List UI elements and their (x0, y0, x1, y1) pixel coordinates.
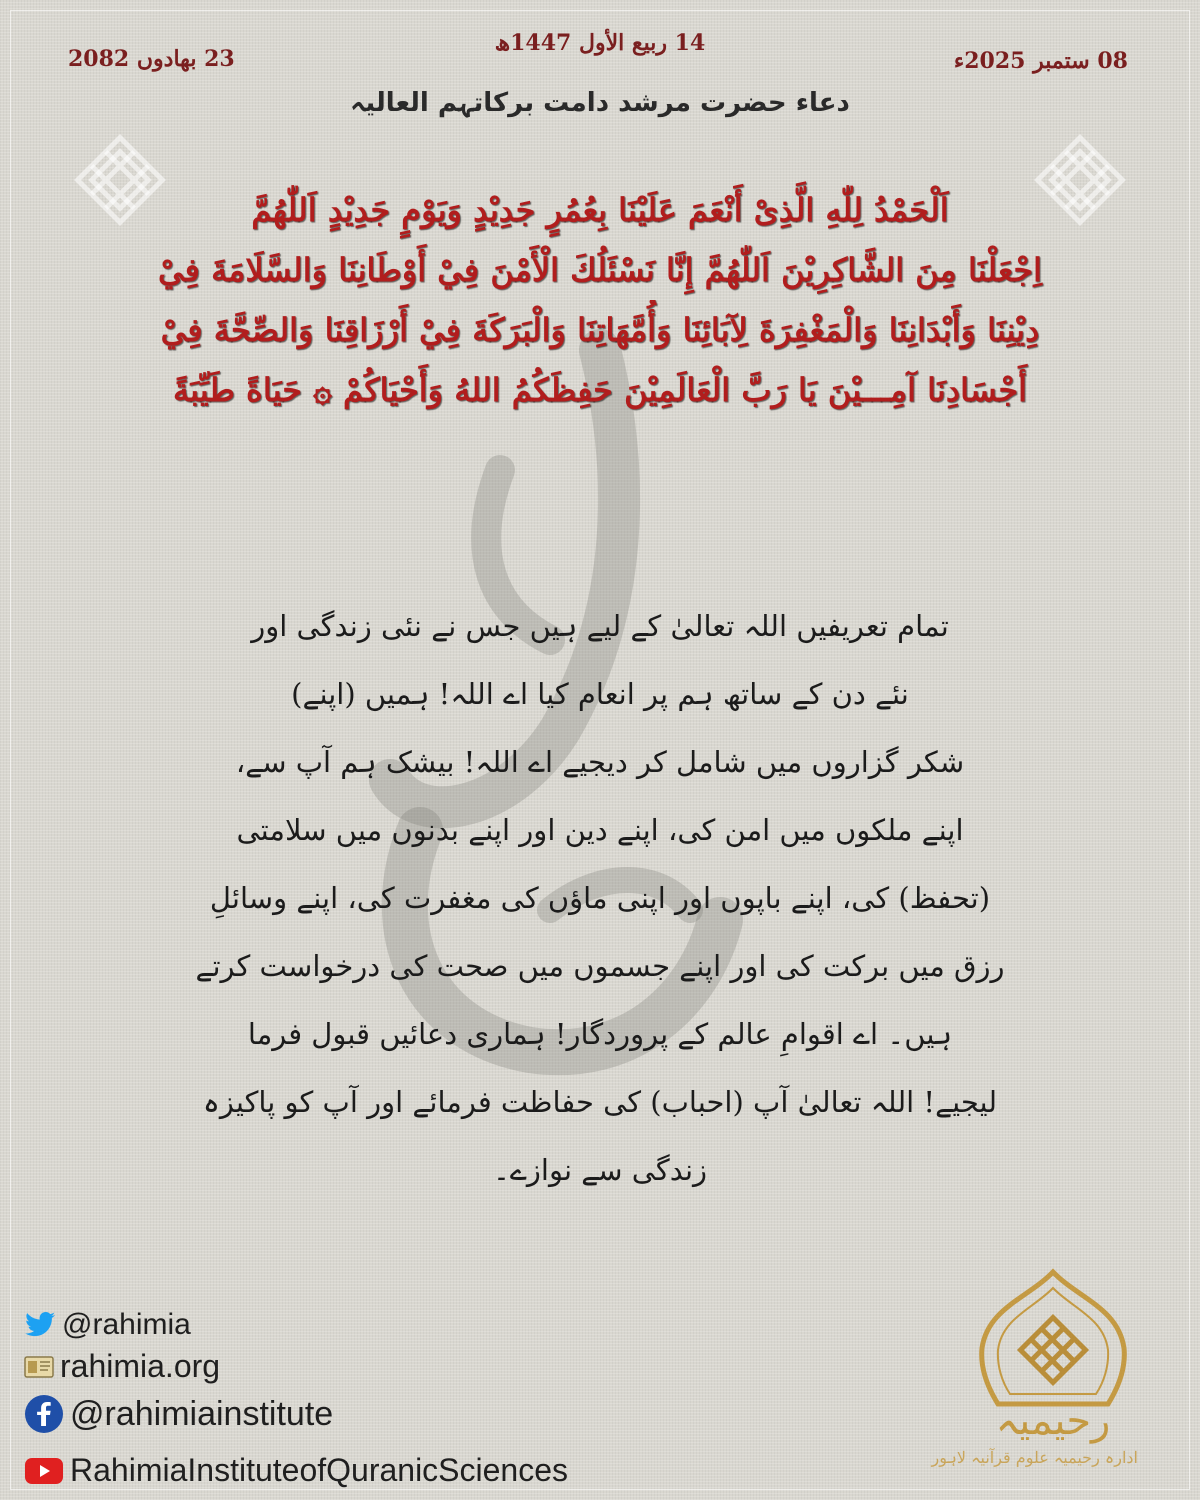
urdu-line: (تحفظ) کی، اپنے باپوں اور اپنی ماؤں کی مغفرت کی، اپنے وسائلِ (209, 881, 991, 915)
website-url: rahimia.org (60, 1348, 221, 1384)
arabic-dua (95, 180, 1105, 420)
twitter-icon (24, 1311, 56, 1339)
arabic-line: اِجْعَلْنَا مِنَ الشَّاكِرِيْنَ اَللّٰهُمَّ إِنَّا نَسْئَلُكَ الْأَمْنَ فِيْ أَوْطَانِنَا وَالسَّلَامَةَ فِيْ (157, 251, 1043, 289)
youtube-icon (24, 1457, 64, 1485)
facebook-icon (24, 1394, 64, 1434)
website-icon (24, 1356, 54, 1378)
bikrami-date: 23 بھادوں 2082 (68, 46, 235, 72)
urdu-line: شکر گزاروں میں شامل کر دیجیے اے اللہ! بیشک ہم آپ سے، (235, 745, 965, 779)
website-link[interactable] (24, 1348, 220, 1385)
urdu-line: لیجیے! اللہ تعالیٰ آپ (احباب) کی حفاظت فرمائے اور آپ کو پاکیزہ (202, 1085, 998, 1119)
urdu-line: تمام تعریفیں اللہ تعالیٰ کے لیے ہیں جس نے نئی زندگی اور (251, 609, 949, 643)
urdu-line: زندگی سے نوازے۔ (492, 1153, 708, 1187)
urdu-line: نئے دن کے ساتھ ہم پر انعام کیا اے اللہ! ہمیں (اپنے) (291, 677, 909, 711)
facebook-link[interactable] (24, 1394, 333, 1434)
urdu-line: اپنے ملکوں میں امن کی، اپنے دین اور اپنے بدنوں میں سلامتی (236, 813, 964, 847)
twitter-handle: @rahimia (62, 1308, 191, 1341)
urdu-line: ہیں۔ اے اقوامِ عالم کے پروردگار! ہماری دعائیں قبول فرما (247, 1017, 953, 1051)
hijri-date: 14 ربیع الأول 1447ھ (494, 30, 706, 56)
logo-name: رحیمیہ (995, 1398, 1111, 1444)
youtube-channel: RahimiaInstituteofQuranicSciences (70, 1452, 569, 1488)
arabic-line: دِيْنِنَا وَأَبْدَانِنَا وَالْمَغْفِرَةَ لِآبَائِنَا وَأُمَّهَاتِنَا وَالْبَرَكَةَ فِيْ أَرْزَاقِنَا وَالصِّحَّةَ فِيْ (160, 311, 1040, 349)
urdu-line: رزق میں برکت کی اور اپنے جسموں میں صحت کی درخواست کرتے (195, 949, 1005, 983)
youtube-link[interactable] (24, 1452, 568, 1489)
twitter-link[interactable] (24, 1308, 191, 1342)
page-title: دعاء حضرت مرشد دامت برکاتہم العالیہ (350, 88, 850, 118)
facebook-handle: @rahimiainstitute (70, 1394, 334, 1433)
urdu-translation (190, 592, 1010, 1204)
logo-emblem-icon (968, 1268, 1138, 1408)
arabic-line: أَجْسَادِنَا آمِـــيْنَ يَا رَبَّ الْعَالَمِيْنَ حَفِظَكُمُ اللهُ وَأَحْيَاكُمْ ۞ حَيَاةً طَيِّبَةً (172, 371, 1028, 409)
logo-tagline: ادارہ رحیمیہ علوم قرآنیہ لاہور (931, 1448, 1138, 1467)
gregorian-date: 08 ستمبر 2025ء (953, 48, 1128, 74)
arabic-line: اَلْحَمْدُ لِلّٰهِ الَّذِیْ أَنْعَمَ عَلَيْنَا بِعُمُرٍ جَدِيْدٍ وَيَوْمٍ جَدِيْدٍ اَللّٰهُمَّ (251, 191, 949, 229)
